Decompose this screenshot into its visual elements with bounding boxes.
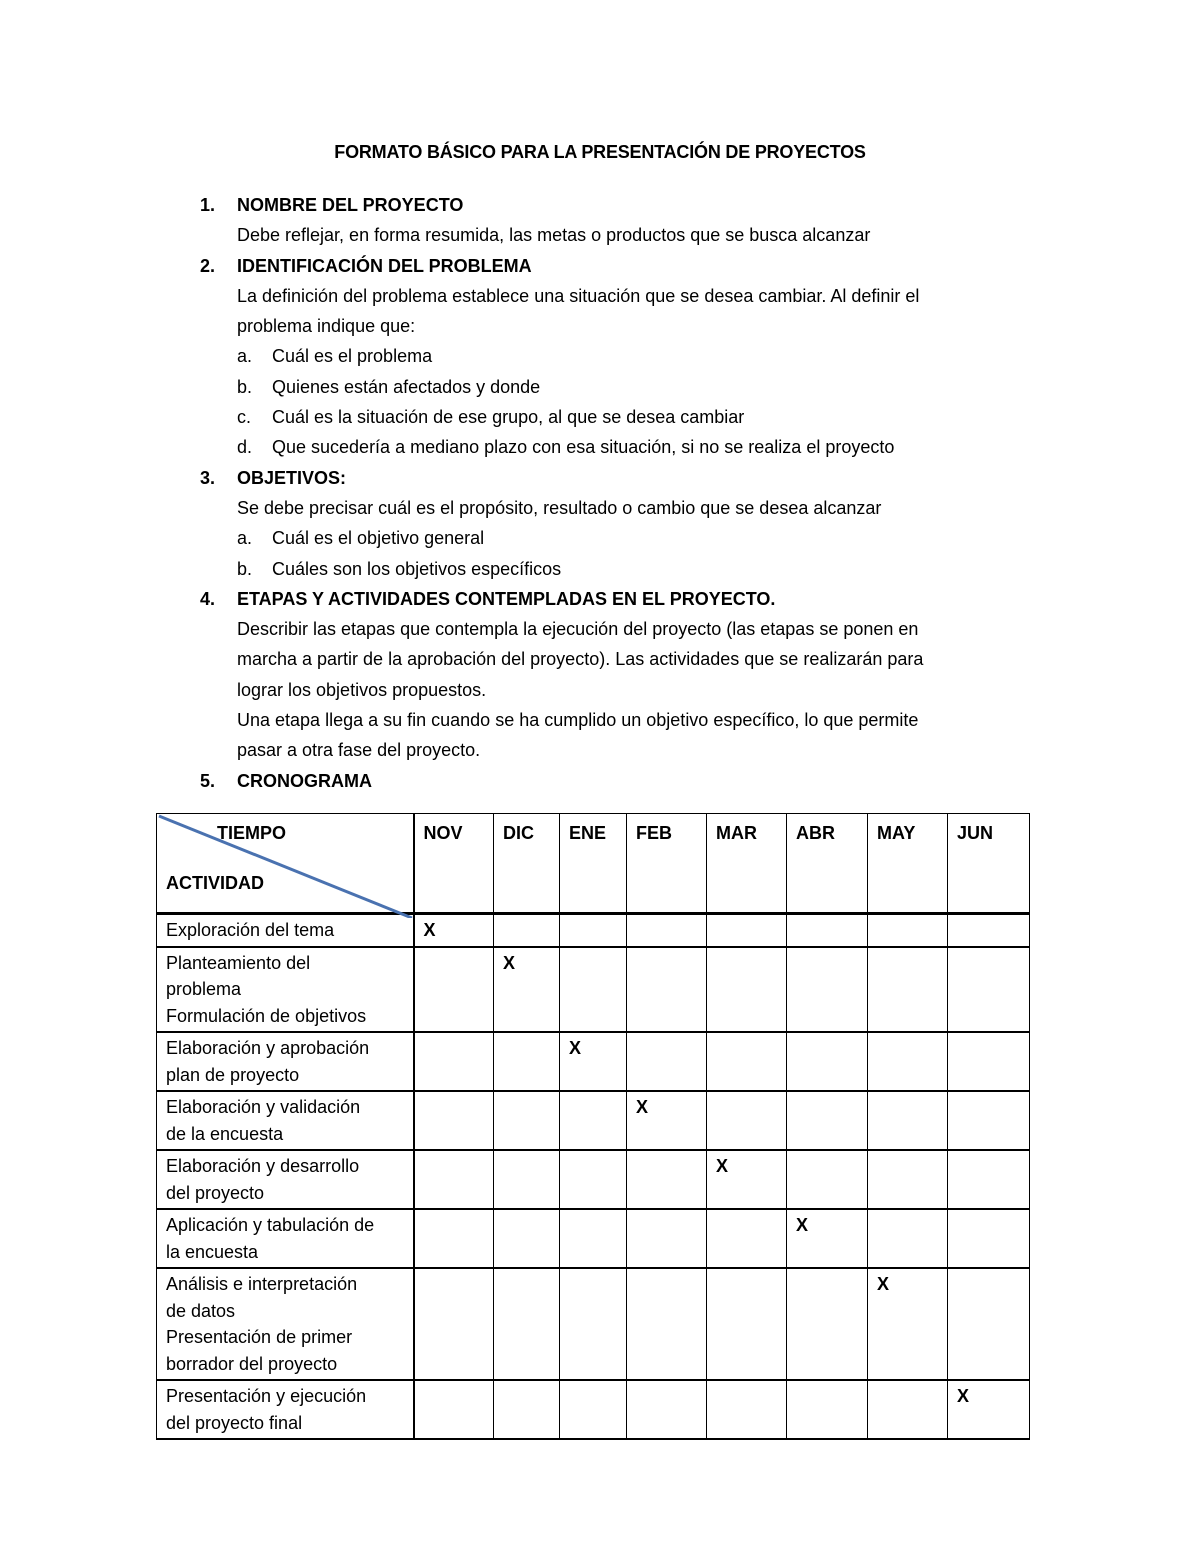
- month-cell: [707, 914, 787, 947]
- paragraph-line: [200, 735, 1020, 765]
- section-2: [200, 251, 1020, 463]
- list-item-text: Cuáles son los objetivos específicos: [272, 558, 562, 579]
- month-header: FEB: [627, 814, 707, 914]
- month-cell: [494, 947, 560, 1033]
- section-number: 4.: [200, 588, 216, 609]
- corner-cell: [157, 814, 414, 914]
- paragraph-line: [200, 281, 1020, 311]
- scheduled-mark: X: [423, 920, 436, 940]
- month-cell: [414, 1209, 494, 1268]
- section-number: 3.: [200, 467, 216, 488]
- month-cell: [787, 1150, 868, 1209]
- section-number: 2.: [200, 255, 216, 276]
- month-cell: [787, 1091, 868, 1150]
- month-cell: [787, 1380, 868, 1439]
- month-cell: [948, 1268, 1030, 1380]
- scheduled-mark: X: [796, 1215, 809, 1235]
- section-3: [200, 463, 1020, 584]
- month-cell: [707, 1380, 787, 1439]
- section-heading: NOMBRE DEL PROYECTO: [237, 195, 464, 215]
- paragraph-text: lograr los objetivos propuestos.: [237, 679, 487, 700]
- month-cell: [707, 1091, 787, 1150]
- schedule-table: [156, 813, 1030, 1440]
- schedule-header-row: [157, 814, 1030, 914]
- activity-cell: Análisis e interpretación de datos Presentación de primer borrador del proyecto: [157, 1268, 414, 1380]
- month-cell: [560, 1209, 627, 1268]
- table-row: [157, 1380, 1030, 1439]
- paragraph-text: Describir las etapas que contempla la ejecución del proyecto (las etapas se ponen en: [237, 619, 919, 640]
- list-item: [200, 372, 1020, 402]
- activity-cell: Elaboración y validación de la encuesta: [157, 1091, 414, 1150]
- table-row: [157, 947, 1030, 1033]
- month-cell: [707, 1150, 787, 1209]
- section-heading-line: [200, 584, 1020, 614]
- month-header: JUN: [948, 814, 1030, 914]
- scheduled-mark: X: [877, 1274, 890, 1294]
- list-item-text: Quienes están afectados y donde: [272, 376, 541, 397]
- month-cell: [868, 914, 948, 947]
- scheduled-mark: X: [503, 952, 516, 973]
- section-4: [200, 584, 1020, 766]
- month-cell: [707, 1268, 787, 1380]
- activity-cell: Planteamiento del problema Formulación de objetivos: [157, 947, 414, 1033]
- month-cell: [787, 1032, 868, 1091]
- month-cell: [414, 1032, 494, 1091]
- month-cell: [787, 1209, 868, 1268]
- month-cell: [868, 1268, 948, 1380]
- month-header: ABR: [787, 814, 868, 914]
- month-cell: [948, 947, 1030, 1033]
- section-number: 1.: [200, 195, 216, 215]
- section-1: [200, 190, 1020, 251]
- month-cell: [627, 914, 707, 947]
- month-cell: [627, 1380, 707, 1439]
- month-cell: [414, 1380, 494, 1439]
- table-row: [157, 1209, 1030, 1268]
- activity-cell: Exploración del tema: [157, 914, 414, 947]
- month-cell: [948, 1209, 1030, 1268]
- table-row: [157, 1091, 1030, 1150]
- month-header: NOV: [414, 814, 494, 914]
- activity-cell: Elaboración y aprobación plan de proyecto: [157, 1032, 414, 1091]
- list-item: [200, 402, 1020, 432]
- month-header: MAY: [868, 814, 948, 914]
- month-cell: [494, 1091, 560, 1150]
- month-header: MAR: [707, 814, 787, 914]
- scheduled-mark: X: [716, 1156, 729, 1176]
- month-cell: [948, 1032, 1030, 1091]
- section-heading-line: [200, 251, 1020, 281]
- month-header: ENE: [560, 814, 627, 914]
- month-cell: [560, 1268, 627, 1380]
- list-item-letter: a.: [237, 528, 253, 549]
- list-item: [200, 554, 1020, 584]
- paragraph-text: pasar a otra fase del proyecto.: [237, 740, 481, 761]
- month-cell: [627, 947, 707, 1033]
- paragraph-text: Una etapa llega a su fin cuando se ha cumplido un objetivo específico, lo que permite: [237, 710, 919, 731]
- month-cell: [948, 1380, 1030, 1439]
- paragraph-text: La definición del problema establece una situación que se desea cambiar. Al definir el: [237, 285, 920, 306]
- month-cell: [560, 1380, 627, 1439]
- corner-time-label: TIEMPO: [217, 823, 287, 843]
- paragraph-text: Se debe precisar cuál es el propósito, resultado o cambio que se desea alcanzar: [237, 497, 882, 518]
- paragraph-text: problema indique que:: [237, 316, 416, 337]
- section-5: [200, 766, 1020, 796]
- paragraph-text: marcha a partir de la aprobación del proyecto). Las actividades que se realizarán para: [237, 649, 924, 670]
- month-cell: [627, 1150, 707, 1209]
- month-cell: [707, 1032, 787, 1091]
- month-cell: [414, 914, 494, 947]
- section-number: 5.: [200, 770, 216, 791]
- month-cell: [494, 1150, 560, 1209]
- list-item-text: Que sucedería a mediano plazo con esa situación, si no se realiza el proyecto: [272, 437, 895, 458]
- month-cell: [494, 914, 560, 947]
- list-item-letter: b.: [237, 376, 253, 397]
- scheduled-mark: X: [636, 1097, 649, 1117]
- list-item-text: Cuál es el problema: [272, 346, 433, 367]
- month-cell: [868, 1091, 948, 1150]
- paragraph-line: [200, 311, 1020, 341]
- table-row: [157, 914, 1030, 947]
- month-cell: [627, 1091, 707, 1150]
- month-cell: [948, 1091, 1030, 1150]
- list-item: [200, 523, 1020, 553]
- list-item-text: Cuál es el objetivo general: [272, 528, 485, 549]
- month-cell: [868, 1380, 948, 1439]
- month-cell: [948, 914, 1030, 947]
- month-cell: [560, 1091, 627, 1150]
- sections-list: [200, 190, 1020, 796]
- month-header: DIC: [494, 814, 560, 914]
- month-cell: [707, 947, 787, 1033]
- month-cell: [494, 1209, 560, 1268]
- month-cell: [868, 947, 948, 1033]
- month-cell: [627, 1209, 707, 1268]
- table-row: [157, 1032, 1030, 1091]
- month-cell: [494, 1032, 560, 1091]
- month-cell: [560, 1032, 627, 1091]
- activity-cell: Elaboración y desarrollo del proyecto: [157, 1150, 414, 1209]
- month-cell: [414, 1091, 494, 1150]
- section-heading-line: [200, 766, 1020, 796]
- month-cell: [627, 1032, 707, 1091]
- month-cell: [494, 1380, 560, 1439]
- activity-cell: Aplicación y tabulación de la encuesta: [157, 1209, 414, 1268]
- month-cell: [560, 1150, 627, 1209]
- section-heading: OBJETIVOS:: [237, 467, 347, 488]
- list-item-letter: c.: [237, 407, 252, 428]
- section-heading: ETAPAS Y ACTIVIDADES CONTEMPLADAS EN EL PROYECTO.: [237, 588, 776, 609]
- activity-cell: Presentación y ejecución del proyecto final: [157, 1380, 414, 1439]
- paragraph-line: [200, 614, 1020, 644]
- month-cell: [868, 1150, 948, 1209]
- section-heading-line: [200, 463, 1020, 493]
- paragraph-line: [200, 644, 1020, 674]
- month-cell: [787, 1268, 868, 1380]
- section-heading: CRONOGRAMA: [237, 770, 372, 791]
- table-row: [157, 1268, 1030, 1380]
- document-title: FORMATO BÁSICO PARA LA PRESENTACIÓN DE PROYECTOS: [334, 142, 866, 162]
- paragraph-line: [200, 675, 1020, 705]
- month-cell: [414, 1150, 494, 1209]
- month-cell: [414, 1268, 494, 1380]
- month-cell: [868, 1209, 948, 1268]
- list-item-letter: d.: [237, 437, 253, 458]
- corner-activity-label: ACTIVIDAD: [166, 873, 264, 893]
- list-item-text: Cuál es la situación de ese grupo, al que se desea cambiar: [272, 407, 745, 428]
- month-cell: [787, 947, 868, 1033]
- month-cell: [494, 1268, 560, 1380]
- table-row: [157, 1150, 1030, 1209]
- month-cell: [948, 1150, 1030, 1209]
- paragraph-text: Debe reflejar, en forma resumida, las metas o productos que se busca alcanzar: [237, 225, 871, 246]
- list-item: [200, 341, 1020, 371]
- paragraph-line: [200, 493, 1020, 523]
- section-heading-line: [200, 190, 1020, 220]
- month-cell: [414, 947, 494, 1033]
- scheduled-mark: X: [957, 1386, 970, 1406]
- month-cell: [707, 1209, 787, 1268]
- month-cell: [868, 1032, 948, 1091]
- scheduled-mark: X: [569, 1038, 582, 1058]
- month-cell: [627, 1268, 707, 1380]
- month-cell: [560, 914, 627, 947]
- section-heading: IDENTIFICACIÓN DEL PROBLEMA: [237, 255, 532, 276]
- paragraph-line: [200, 220, 1020, 250]
- list-item: [200, 432, 1020, 462]
- paragraph-line: [200, 705, 1020, 735]
- list-item-letter: a.: [237, 346, 253, 367]
- month-cell: [560, 947, 627, 1033]
- month-cell: [787, 914, 868, 947]
- list-item-letter: b.: [237, 558, 253, 579]
